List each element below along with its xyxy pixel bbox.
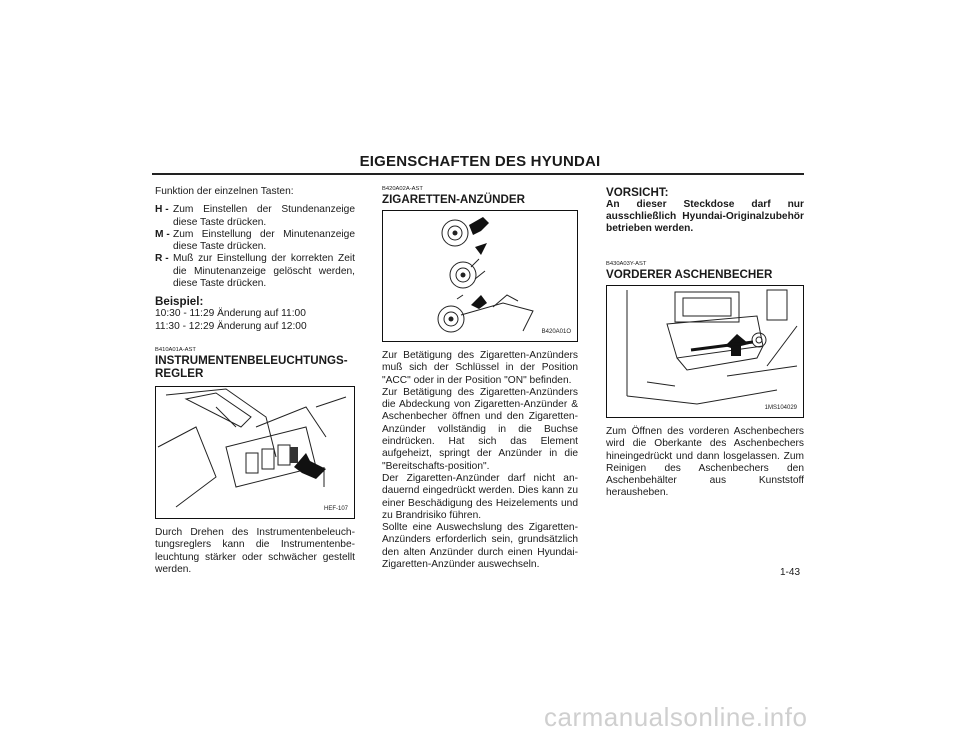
key-description: Muß zur Einstellung der korrekten Zeit die Minutenanzeige gelöscht werden, diese Taste drücken.: [173, 253, 355, 290]
body-paragraph: Zur Betätigung des Zigaretten-Anzünders muß sich der Schlüssel in der Position "ACC" oder in der Position "ON" befinden.: [382, 350, 578, 386]
key-label: R -: [155, 253, 169, 265]
body-text: Zum Öffnen des vorderen Aschenbechers wird die Oberkante des Aschenbechers hineingedrückt und dann losgelassen. Zum Reinigen des Aschenbechers den Aschenbehälter aus Kunststoff herausheben.: [606, 426, 804, 499]
lighter-figure: [382, 210, 578, 342]
figure-label: B420A01O: [541, 328, 571, 335]
section-heading: VORDERER ASCHENBECHER: [606, 268, 773, 281]
warning-heading: VORSICHT:: [606, 186, 669, 199]
column-left: [155, 186, 355, 576]
key-item-m: [155, 229, 355, 254]
body-paragraph: Sollte eine Auswechslung des Zigaretten-Anzünders erforderlich sein, grundsätzlich den alten Anzünder durch einen Hyundai-Zigaretten-Anzünder auswechseln.: [382, 522, 578, 571]
page-title: EIGENSCHAFTEN DES HYUNDAI: [359, 153, 601, 170]
key-item-r: [155, 253, 355, 290]
page-number: 1-43: [780, 567, 801, 578]
key-description: Zum Einstellung der Minutenanzeige diese Taste drücken.: [173, 228, 355, 253]
column-middle: [382, 186, 578, 571]
dimmer-figure: [155, 386, 355, 519]
ashtray-illustration: [607, 286, 803, 417]
dimmer-illustration: [156, 387, 354, 518]
section-heading: INSTRUMENTENBELEUCHTUNGS-REGLER: [155, 353, 348, 380]
key-label: H -: [155, 204, 169, 216]
key-label: M -: [155, 228, 170, 240]
ashtray-figure: [606, 285, 804, 418]
title-rule: [152, 173, 804, 175]
watermark: carmanualsonline.info: [544, 702, 808, 732]
body-text: Durch Drehen des Instrumentenbeleuch-tungsreglers kann die Instrumentenbe-leuchtung stärker oder schwächer gestellt werden.: [155, 526, 355, 575]
column-right: [606, 186, 804, 500]
body-paragraph: Zur Betätigung des Zigaretten-Anzünders die Abdeckung von Zigaretten-Anzünder & Aschenbecher öffnen und den Zigaretten-Anzünder vollständig in die Buchse eindrücken. Hat sich das Element aufgeheizt, springt der Anzünder in die "Bereitschafts-position".: [382, 386, 578, 472]
example-line: 10:30 - 11:29 Änderung auf 11:00: [155, 308, 306, 320]
section-code: B420A02A-AST: [382, 186, 423, 192]
warning-text: An dieser Steckdose darf nur ausschließlich Hyundai-Originalzubehör betrieben werden.: [606, 199, 804, 234]
key-item-h: [155, 204, 355, 229]
section-code: B430A03Y-AST: [606, 261, 647, 267]
key-description: Zum Einstellen der Stundenanzeige diese Taste drücken.: [173, 204, 355, 228]
intro-text: Funktion der einzelnen Tasten:: [155, 186, 294, 197]
figure-label: HEF-107: [323, 505, 348, 512]
figure-label: 1MS104029: [764, 404, 797, 411]
section-code: B410A01A-AST: [155, 346, 196, 353]
section-heading: ZIGARETTEN-ANZÜNDER: [382, 193, 525, 206]
example-line: 11:30 - 12:29 Änderung auf 12:00: [155, 320, 307, 332]
example-heading: Beispiel:: [155, 295, 204, 309]
lighter-illustration: [383, 211, 577, 341]
body-paragraph: Der Zigaretten-Anzünder darf nicht an-dauernd eingedrückt werden. Dies kann zu einer Beschädigung des Heizelements und zu Brandrisiko führen.: [382, 472, 578, 521]
key-list: [155, 204, 355, 290]
